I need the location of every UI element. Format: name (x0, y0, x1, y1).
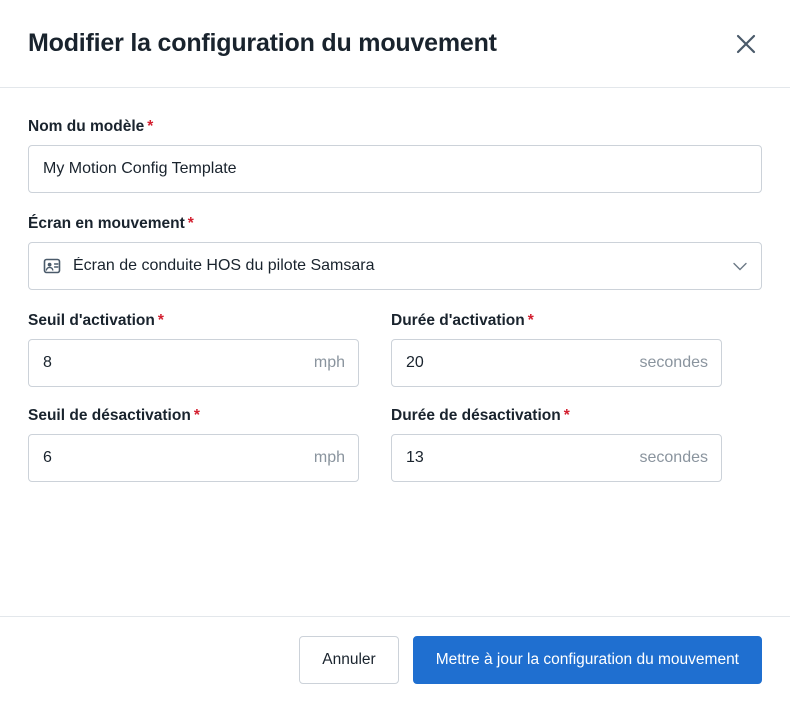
required-marker: * (527, 312, 534, 329)
required-marker: * (147, 118, 154, 135)
modal-footer (0, 616, 790, 702)
required-marker: * (187, 215, 194, 232)
chevron-down-icon[interactable] (731, 257, 749, 275)
required-marker: * (563, 407, 570, 424)
required-marker: * (157, 312, 164, 329)
activation-duration-label-text: Durée d'activation (391, 312, 525, 329)
field-deactivation-threshold (28, 407, 359, 482)
motion-screen-select[interactable] (28, 242, 762, 290)
motion-screen-label-text: Écran en mouvement (28, 215, 185, 232)
activation-duration-input-wrap (391, 339, 722, 387)
field-template-name (28, 118, 762, 193)
cancel-button[interactable]: Annuler (299, 636, 398, 684)
motion-screen-label (28, 215, 762, 233)
activation-row (28, 312, 762, 387)
deactivation-duration-label (391, 407, 722, 425)
modal-body (0, 88, 790, 616)
page-title: Modifier la configuration du mouvement (28, 29, 497, 57)
activation-threshold-label (28, 312, 359, 330)
activation-duration-label (391, 312, 722, 330)
template-name-label-text: Nom du modèle (28, 118, 145, 135)
activation-threshold-input[interactable] (28, 339, 359, 387)
template-name-input[interactable] (28, 145, 762, 193)
activation-duration-unit: secondes (639, 354, 708, 371)
motion-screen-selected-value: Écran de conduite HOS du pilote Samsara (73, 257, 375, 274)
field-activation-duration (391, 312, 722, 387)
close-icon[interactable] (730, 28, 762, 60)
field-deactivation-duration (391, 407, 722, 482)
update-motion-config-button[interactable]: Mettre à jour la configuration du mouvement (413, 636, 762, 684)
deactivation-duration-input-wrap (391, 434, 722, 482)
deactivation-threshold-input-wrap (28, 434, 359, 482)
deactivation-duration-unit: secondes (639, 449, 708, 466)
deactivation-duration-input[interactable] (391, 434, 722, 482)
deactivation-threshold-input[interactable] (28, 434, 359, 482)
deactivation-threshold-unit: mph (313, 449, 345, 466)
deactivation-row (28, 407, 762, 482)
field-motion-screen (28, 215, 762, 290)
activation-threshold-unit: mph (313, 354, 345, 371)
deactivation-threshold-label-text: Seuil de désactivation (28, 407, 191, 424)
deactivation-threshold-label (28, 407, 359, 425)
required-marker: * (193, 407, 200, 424)
id-card-icon (41, 255, 63, 277)
field-activation-threshold (28, 312, 359, 387)
activation-threshold-label-text: Seuil d'activation (28, 312, 155, 329)
activation-threshold-input-wrap (28, 339, 359, 387)
activation-duration-input[interactable] (391, 339, 722, 387)
deactivation-duration-label-text: Durée de désactivation (391, 407, 561, 424)
modal-header (0, 0, 790, 88)
template-name-label (28, 118, 762, 136)
